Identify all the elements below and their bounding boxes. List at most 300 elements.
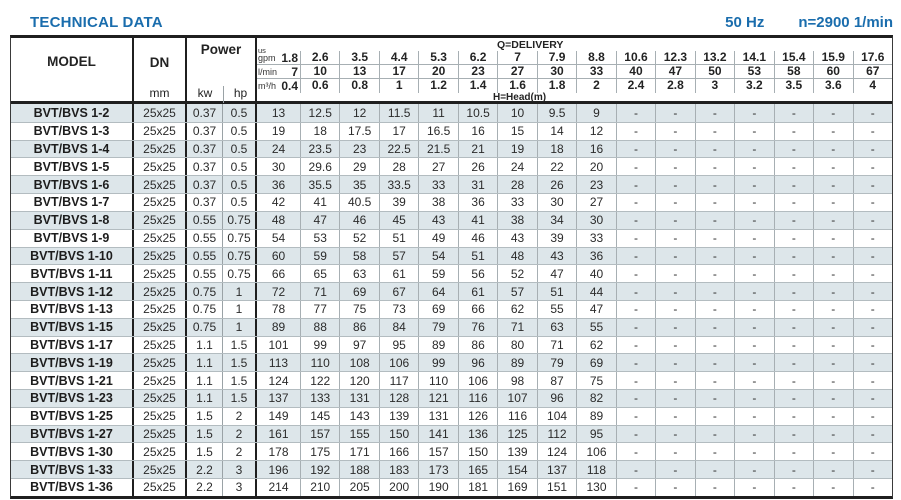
delivery-unit-row-us-gpm [257,46,892,65]
head-cell: 76 [458,319,497,336]
head-cell: - [853,354,892,371]
head-cell: - [774,337,813,354]
head-cell: 95 [576,426,615,443]
delivery-value: 14.1 [734,51,773,65]
head-cell: - [655,372,694,389]
head-cell: 17 [379,123,418,140]
model-cell: BVT/BVS 1-5 [11,158,134,175]
head-cell: 39 [537,230,576,247]
hp-cell: 2 [223,408,257,425]
head-cell: - [655,408,694,425]
head-cell: 42 [271,195,286,210]
head-cell: - [734,212,773,229]
delivery-value: 0.6 [300,79,339,93]
table-row [11,336,892,354]
head-cell: 63 [537,319,576,336]
table-row [11,229,892,247]
delivery-value: 40 [616,65,655,79]
unit-label-l-min: l/min [258,66,278,77]
head-cell: 51 [537,283,576,300]
head-cell: 88 [300,319,339,336]
head-cell: - [774,408,813,425]
page-title: TECHNICAL DATA [30,14,163,31]
delivery-value: 7 [497,51,536,65]
head-cell: - [734,443,773,460]
head-cell: - [774,390,813,407]
delivery-value: 4.4 [379,51,418,65]
head-cell: - [734,390,773,407]
kw-cell: 0.37 [187,123,223,140]
frequency-label: 50 Hz [725,14,765,31]
head-cell: - [695,337,734,354]
table-row [11,247,892,265]
delivery-value: 1.8 [537,79,576,93]
head-cell: 54 [418,248,457,265]
head-cell: 133 [300,390,339,407]
delivery-value: 13.2 [695,51,734,65]
head-cell: 18 [537,141,576,158]
head-cell: - [853,408,892,425]
delivery-value: 3.2 [734,79,773,93]
head-cell: 110 [418,372,457,389]
head-cell: - [774,283,813,300]
head-cell: 51 [379,230,418,247]
head-cell: - [655,176,694,193]
dn-cell: 25x25 [134,354,187,371]
head-cell: 49 [418,230,457,247]
hp-cell: 1 [223,319,257,336]
hp-cell: 0.75 [223,212,257,229]
head-cell: - [734,141,773,158]
model-cell: BVT/BVS 1-2 [11,104,134,122]
kw-cell: 1.1 [187,354,223,371]
hp-cell: 0.5 [223,123,257,140]
hp-cell: 1.5 [223,372,257,389]
head-cell: - [813,123,852,140]
head-cell: 48 [271,213,286,228]
head-cell: - [734,283,773,300]
head-cell: - [774,194,813,211]
head-cell: - [616,123,655,140]
delivery-value: 3.5 [774,79,813,93]
delivery-value: 10.6 [616,51,655,65]
head-cell: 48 [497,248,536,265]
head-cell: 131 [339,390,378,407]
head-cell: - [813,479,852,496]
head-cell: 43 [418,212,457,229]
kw-cell: 0.55 [187,248,223,265]
hp-cell: 0.5 [223,141,257,158]
head-title: H=Head(m) [493,92,547,103]
head-cell: 40.5 [339,194,378,211]
head-cell: - [774,248,813,265]
head-cell: 157 [300,426,339,443]
head-cell: 35.5 [300,176,339,193]
power-units [187,86,255,103]
dn-cell: 25x25 [134,123,187,140]
head-cell: - [616,426,655,443]
head-cell: - [655,319,694,336]
column-header-kw: kw [197,86,213,100]
head-cell: 39 [379,194,418,211]
head-cell: 124 [268,373,289,388]
model-cell: BVT/BVS 1-4 [11,141,134,158]
head-cell: 75 [339,301,378,318]
head-cell: - [853,283,892,300]
hp-cell: 2 [223,443,257,460]
head-cell: - [813,283,852,300]
head-cell: 79 [418,319,457,336]
head-cell: - [734,158,773,175]
table-row [11,353,892,371]
head-cell: 107 [497,390,536,407]
head-cell: 116 [458,390,497,407]
head-cell: - [616,248,655,265]
head-cell: 106 [458,372,497,389]
head-cell: 10.5 [458,104,497,122]
head-cell: 18 [300,123,339,140]
head-cell: - [734,319,773,336]
hp-cell: 1.5 [223,337,257,354]
delivery-unit-row-m3-h [257,78,892,92]
head-cell: - [813,265,852,282]
column-header-dn [134,38,187,103]
head-cell: 200 [379,479,418,496]
head-cell: 35 [339,176,378,193]
head-cell: 87 [537,372,576,389]
kw-cell: 0.55 [187,230,223,247]
head-cell: - [813,372,852,389]
head-cell: 26 [458,158,497,175]
kw-cell: 0.37 [187,158,223,175]
head-cell: 122 [300,372,339,389]
head-cell: - [734,461,773,478]
table-row [11,425,892,443]
model-cell: BVT/BVS 1-27 [11,426,134,443]
head-cell: 97 [339,337,378,354]
model-cell: BVT/BVS 1-15 [11,319,134,336]
hp-cell: 0.5 [223,104,257,122]
delivery-value: 3.5 [339,51,378,65]
head-cell: 43 [497,230,536,247]
delivery-value: 50 [695,65,734,79]
head-cell: - [853,479,892,496]
head-cell: - [853,426,892,443]
table-row [11,318,892,336]
head-cell: 101 [268,337,289,352]
head-cell: - [813,158,852,175]
dn-cell: 25x25 [134,283,187,300]
head-cell: 62 [576,337,615,354]
head-cell: 188 [339,461,378,478]
delivery-value: 30 [537,65,576,79]
head-cell: - [616,141,655,158]
table-row [11,282,892,300]
head-cell: 43 [537,248,576,265]
head-cell: 154 [497,461,536,478]
table-row [11,122,892,140]
model-cell: BVT/BVS 1-6 [11,176,134,193]
head-cell: 166 [379,443,418,460]
head-cell: 66 [458,301,497,318]
table-row [11,407,892,425]
head-cell: - [774,372,813,389]
head-cell: 126 [458,408,497,425]
head-cell: - [655,194,694,211]
model-cell: BVT/BVS 1-12 [11,283,134,300]
head-cell: - [853,158,892,175]
head-cell: 46 [339,212,378,229]
dn-cell: 25x25 [134,479,187,496]
head-cell: - [695,248,734,265]
head-cell: - [813,141,852,158]
head-cell: 38 [497,212,536,229]
head-cell: 82 [576,390,615,407]
head-cell: - [813,301,852,318]
column-header-hp: hp [223,86,257,103]
head-cell: - [853,194,892,211]
head-cell: 21.5 [418,141,457,158]
head-cell: 19 [497,141,536,158]
head-cell: 13 [271,105,286,120]
dn-cell: 25x25 [134,443,187,460]
head-cell: 60 [271,248,286,263]
head-cell: - [695,212,734,229]
unit-cell-m3-h [257,79,300,93]
head-cell: 99 [418,354,457,371]
head-cell: - [655,443,694,460]
head-cell: 61 [379,265,418,282]
head-cell: 66 [271,266,286,281]
head-cell: 67 [379,283,418,300]
head-cell: - [734,337,773,354]
delivery-value: 27 [497,65,536,79]
head-cell: - [616,176,655,193]
head-cell: 69 [339,283,378,300]
spec-labels [725,14,893,31]
table-body [11,104,892,496]
head-cell: - [655,283,694,300]
kw-cell: 0.75 [187,301,223,318]
head-cell: - [655,479,694,496]
unit-label-m3-h: m³/h [258,80,276,91]
delivery-value: 15.9 [813,51,852,65]
model-cell: BVT/BVS 1-36 [11,479,134,496]
dn-cell: 25x25 [134,265,187,282]
model-cell: BVT/BVS 1-10 [11,248,134,265]
head-cell: 150 [458,443,497,460]
head-cell: - [616,212,655,229]
delivery-value: 23 [458,65,497,79]
head-cell: - [853,265,892,282]
model-cell: BVT/BVS 1-11 [11,265,134,282]
speed-label: n=2900 1/min [798,14,893,31]
kw-cell: 0.55 [187,265,223,282]
head-cell: 36 [271,177,286,192]
head-cell: 118 [576,461,615,478]
head-cell: 137 [537,461,576,478]
head-cell: 47 [300,212,339,229]
delivery-value: 1.2 [418,79,457,93]
head-cell: - [616,372,655,389]
head-cell: 155 [339,426,378,443]
head-cell: 28 [497,176,536,193]
delivery-value: 4 [853,79,892,93]
delivery-value: 1.6 [497,79,536,93]
head-cell: - [616,479,655,496]
model-cell: BVT/BVS 1-19 [11,354,134,371]
head-cell: 171 [339,443,378,460]
head-cell: 22.5 [379,141,418,158]
head-cell: - [616,301,655,318]
head-cell: - [813,443,852,460]
head-cell: 58 [339,248,378,265]
head-cell: - [734,194,773,211]
head-cell: 128 [379,390,418,407]
head-cell: 29.6 [300,158,339,175]
head-cell: - [853,319,892,336]
head-cell: 16 [458,123,497,140]
head-cell: 205 [339,479,378,496]
head-cell: - [813,337,852,354]
head-cell: - [655,158,694,175]
dn-cell: 25x25 [134,176,187,193]
head-cell: 47 [576,301,615,318]
head-cell: 59 [300,248,339,265]
head-cell: 89 [271,320,286,335]
head-cell: 150 [379,426,418,443]
dn-cell: 25x25 [134,194,187,211]
head-cell: 80 [497,337,536,354]
head-cell: 161 [268,427,289,442]
dn-cell: 25x25 [134,372,187,389]
head-cell: 104 [537,408,576,425]
head-cell: 11.5 [379,104,418,122]
model-cell: BVT/BVS 1-30 [11,443,134,460]
dn-cell: 25x25 [134,390,187,407]
head-cell: - [616,443,655,460]
head-cell: - [853,301,892,318]
head-cell: 86 [339,319,378,336]
head-cell: - [616,104,655,122]
delivery-value: 15.4 [774,51,813,65]
head-cell: - [813,426,852,443]
delivery-value: 8.8 [576,51,615,65]
head-cell: - [655,141,694,158]
delivery-value: 0.4 [281,79,298,93]
head-cell: 23.5 [300,141,339,158]
head-cell: - [774,319,813,336]
head-cell: - [695,372,734,389]
model-cell: BVT/BVS 1-9 [11,230,134,247]
kw-cell: 1.5 [187,443,223,460]
table-row [11,193,892,211]
head-cell: - [734,426,773,443]
head-cell: 55 [576,319,615,336]
head-cell: 143 [339,408,378,425]
head-cell: 29 [339,158,378,175]
head-cell: - [695,141,734,158]
head-cell: - [695,123,734,140]
head-cell: - [853,123,892,140]
head-cell: 86 [458,337,497,354]
head-cell: - [813,194,852,211]
head-cell: - [734,248,773,265]
hp-cell: 0.75 [223,230,257,247]
head-cell: 57 [497,283,536,300]
head-cell: - [774,301,813,318]
head-cell: 121 [418,390,457,407]
table-row [11,211,892,229]
kw-cell: 1.1 [187,390,223,407]
head-cell: 149 [268,409,289,424]
head-cell: 139 [497,443,536,460]
head-cell: - [774,479,813,496]
head-cell: 89 [418,337,457,354]
head-cell: - [734,301,773,318]
kw-cell: 0.75 [187,319,223,336]
head-cell: - [813,319,852,336]
head-cell: - [616,461,655,478]
table-row [11,104,892,122]
head-cell: 64 [418,283,457,300]
head-cell: - [774,123,813,140]
head-cell: 44 [576,283,615,300]
head-cell: - [695,158,734,175]
head-cell: 113 [268,355,289,370]
head-cell: 196 [268,462,289,477]
head-cell: 95 [379,337,418,354]
head-cell: 57 [379,248,418,265]
head-cell: 136 [458,426,497,443]
kw-cell: 0.55 [187,212,223,229]
head-cell: 73 [379,301,418,318]
head-cell: 24 [271,142,286,157]
delivery-unit-rows [257,46,892,93]
head-cell: 46 [458,230,497,247]
head-cell: 65 [300,265,339,282]
head-cell: 12 [576,123,615,140]
dn-cell: 25x25 [134,301,187,318]
head-cell: - [695,354,734,371]
head-cell: 72 [271,284,286,299]
delivery-unit-row-l-min [257,64,892,78]
model-cell: BVT/BVS 1-33 [11,461,134,478]
head-cell: - [774,426,813,443]
delivery-value: 17 [379,65,418,79]
hp-cell: 1.5 [223,354,257,371]
technical-data-table [10,35,893,499]
delivery-value: 2.8 [655,79,694,93]
table-row [11,140,892,158]
head-cell: - [774,141,813,158]
head-cell: - [774,230,813,247]
head-cell: - [655,212,694,229]
kw-cell: 1.5 [187,408,223,425]
head-cell: - [616,319,655,336]
head-cell: 137 [268,391,289,406]
head-cell: 27 [576,194,615,211]
head-cell: - [655,461,694,478]
head-cell: - [695,408,734,425]
head-cell: - [853,372,892,389]
head-cell: - [853,176,892,193]
delivery-value: 33 [576,65,615,79]
delivery-value: 7.9 [537,51,576,65]
hp-cell: 1 [223,301,257,318]
head-cell: - [774,354,813,371]
dn-cell: 25x25 [134,212,187,229]
